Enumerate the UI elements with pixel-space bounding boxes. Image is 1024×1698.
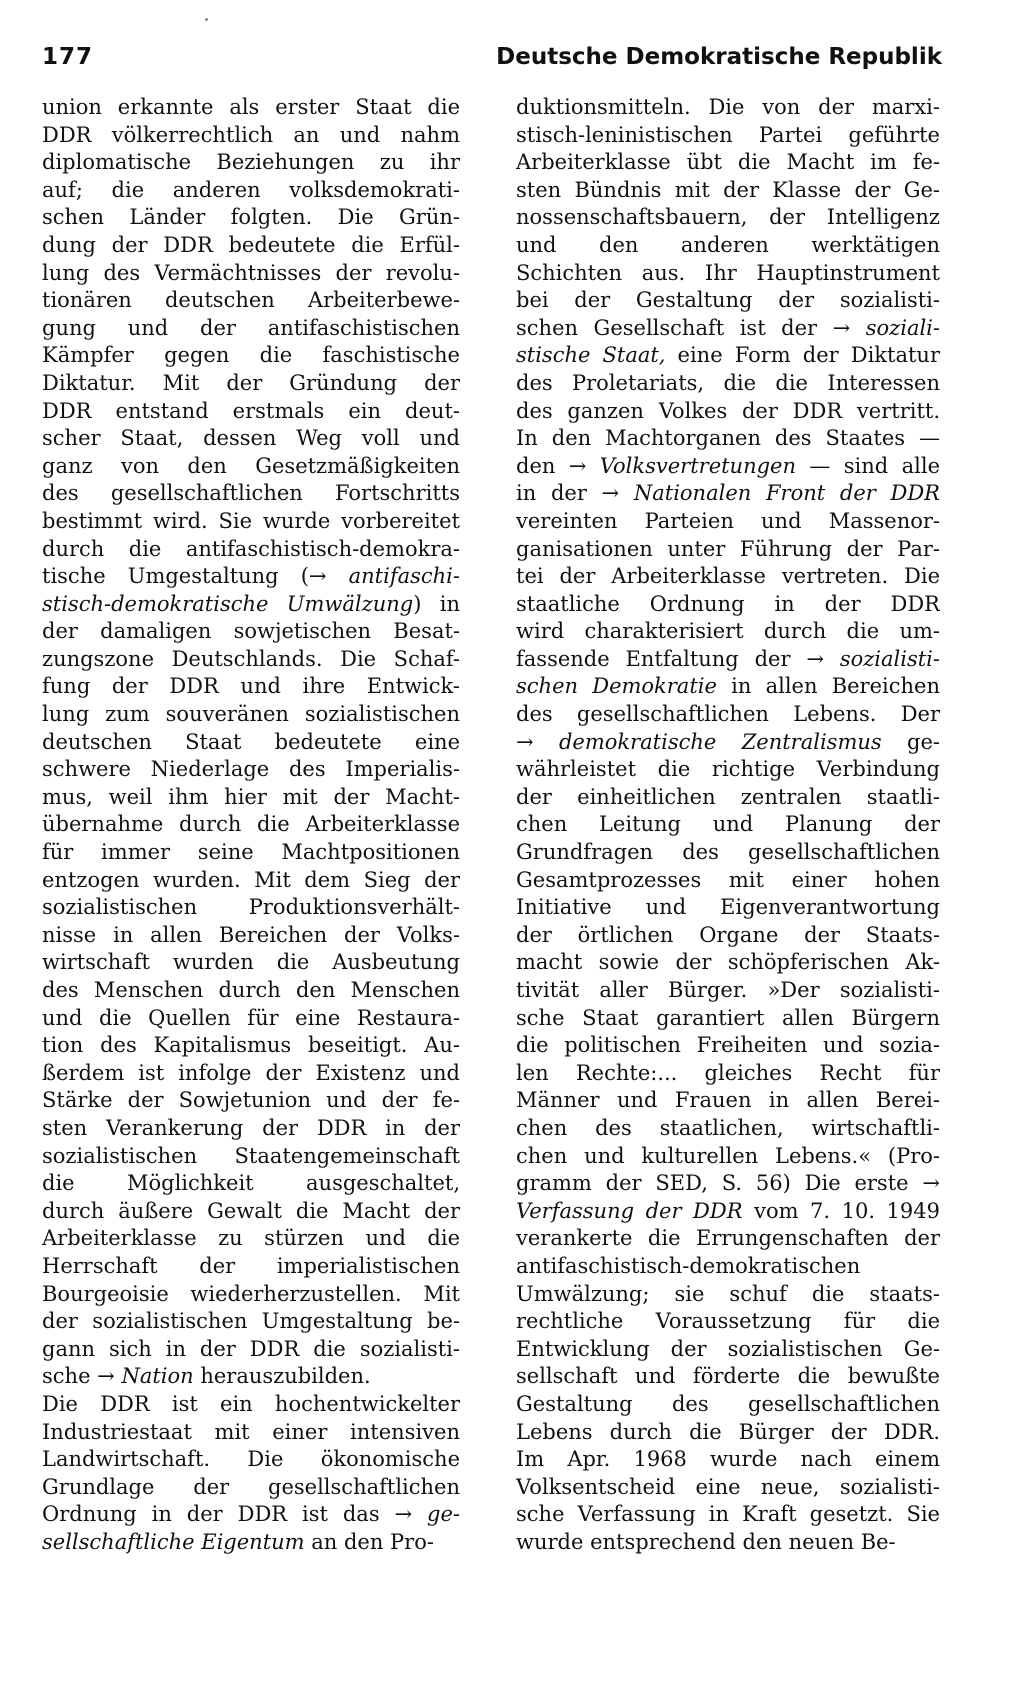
text-line: bestimmt wird. Sie wurde vorbereitet bbox=[42, 508, 460, 533]
text-line: DDR entstand erstmals ein deut- bbox=[42, 398, 460, 423]
text-line: schen Länder folgten. Die Grün- bbox=[42, 205, 460, 230]
text-line: chen und kulturellen Lebens.« (Pro- bbox=[516, 1143, 940, 1168]
text-line: wird charakterisiert durch die um- bbox=[516, 619, 940, 644]
cross-reference: Verfassung der DDR bbox=[516, 1198, 743, 1223]
text-line: ganz von den Gesetzmäßigkeiten bbox=[42, 453, 460, 478]
text-line: chen Leitung und Planung der bbox=[516, 812, 940, 837]
text-line: staatliche Ordnung in der DDR bbox=[516, 591, 940, 616]
text-line: macht sowie der schöpferischen Ak- bbox=[516, 950, 940, 975]
text-line: die politischen Freiheiten und sozia- bbox=[516, 1033, 940, 1058]
text-line: gung und der antifaschistischen bbox=[42, 315, 460, 340]
text-line: des gesellschaftlichen Fortschritts bbox=[42, 481, 460, 506]
text-line: und die Quellen für eine Restaura- bbox=[42, 1005, 460, 1030]
text-line: verankerte die Errungenschaften der bbox=[516, 1226, 940, 1251]
text-line: sche Verfassung in Kraft gesetzt. Sie bbox=[516, 1502, 940, 1527]
text-line: fung der DDR und ihre Entwick- bbox=[42, 674, 460, 699]
text-line: sche Staat garantiert allen Bürgern bbox=[516, 1005, 940, 1030]
text-line: nisse in allen Bereichen der Volks- bbox=[42, 922, 460, 947]
text-line: der einheitlichen zentralen staatli- bbox=[516, 784, 940, 809]
text-line: währleistet die richtige Verbindung bbox=[516, 757, 940, 782]
text-line: sozialistischen Staatengemeinschaft bbox=[42, 1143, 460, 1168]
text-line: Lebens durch die Bürger der DDR. bbox=[516, 1419, 940, 1444]
running-title: Deutsche Demokratische Republik bbox=[496, 44, 942, 70]
text-line: Industriestaat mit einer intensiven bbox=[42, 1419, 460, 1444]
text-line: übernahme durch die Arbeiterklasse bbox=[42, 812, 460, 837]
text-line: tivität aller Bürger. »Der sozialisti- bbox=[516, 978, 940, 1002]
print-speck bbox=[205, 18, 208, 21]
text-line: Landwirtschaft. Die ökonomische bbox=[42, 1447, 460, 1472]
text-line: In den Machtorganen des Staates — bbox=[516, 426, 940, 451]
text-line: Kämpfer gegen die faschistische bbox=[42, 343, 460, 368]
text-line: dung der DDR bedeutete die Erfül- bbox=[42, 232, 460, 257]
text-line: den → Volksvertretungen — sind alle bbox=[516, 453, 940, 478]
text-line: duktionsmitteln. Die von der marxi- bbox=[516, 95, 940, 119]
page-header bbox=[42, 44, 942, 84]
text-line: schwere Niederlage des Imperialis- bbox=[42, 757, 460, 782]
text-line: wirtschaft wurden die Ausbeutung bbox=[42, 950, 460, 975]
text-line: DDR völkerrechtlich an und nahm bbox=[42, 122, 460, 147]
text-line: → demokratische Zentralismus ge- bbox=[516, 729, 940, 754]
text-line: Umwälzung; sie schuf die staats- bbox=[516, 1281, 940, 1306]
text-line: schen Gesellschaft ist der → soziali- bbox=[516, 315, 940, 340]
cross-reference: Nation bbox=[121, 1364, 194, 1389]
text-line: sozialistischen Produktionsverhält- bbox=[42, 895, 460, 920]
text-line: ganisationen unter Führung der Par- bbox=[516, 536, 940, 561]
text-line: Gesamtprozesses mit einer hohen bbox=[516, 867, 940, 892]
cross-reference: ge- bbox=[427, 1502, 460, 1527]
text-line: sche → Nation herauszubilden. bbox=[42, 1364, 371, 1389]
cross-reference: Nationalen Front der DDR bbox=[633, 481, 940, 506]
text-line: Entwicklung der sozialistischen Ge- bbox=[516, 1336, 940, 1361]
text-line: Im Apr. 1968 wurde nach einem bbox=[516, 1447, 940, 1472]
text-line: deutschen Staat bedeutete eine bbox=[42, 729, 460, 754]
text-line: rechtliche Voraussetzung für die bbox=[516, 1309, 940, 1334]
text-line: Schichten aus. Ihr Hauptinstrument bbox=[516, 260, 940, 285]
cross-reference: sellschaftliche Eigentum bbox=[42, 1529, 305, 1554]
text-line: diplomatische Beziehungen zu ihr bbox=[42, 150, 460, 175]
left-text-column bbox=[42, 94, 460, 1556]
text-line: fassende Entfaltung der → sozialisti- bbox=[516, 646, 940, 671]
right-text-column bbox=[516, 94, 940, 1556]
text-line: wurde entsprechend den neuen Be- bbox=[516, 1529, 896, 1554]
text-line: nossenschaftsbauern, der Intelligenz bbox=[516, 205, 940, 230]
text-line: stische Staat, eine Form der Diktatur bbox=[516, 343, 940, 368]
text-line: sellschaft und förderte die bewußte bbox=[516, 1364, 940, 1389]
text-line: antifaschistisch-demokratischen bbox=[516, 1253, 861, 1278]
cross-reference: stische Staat, bbox=[516, 343, 666, 368]
text-line: lung des Vermächtnisses der revolu- bbox=[42, 260, 460, 285]
text-line: Ordnung in der DDR ist das → ge- bbox=[42, 1502, 460, 1527]
text-line: stisch-leninistischen Partei geführte bbox=[516, 122, 940, 147]
text-line: chen des staatlichen, wirtschaftli- bbox=[516, 1115, 940, 1140]
text-line: lung zum souveränen sozialistischen bbox=[42, 702, 460, 727]
text-line: der örtlichen Organe der Staats- bbox=[516, 922, 940, 947]
text-line: schen Demokratie in allen Bereichen bbox=[516, 674, 940, 699]
text-line: mus, weil ihm hier mit der Macht- bbox=[42, 784, 460, 809]
cross-reference: stisch-demokratische Umwälzung bbox=[42, 591, 414, 616]
text-line: Diktatur. Mit der Gründung der bbox=[42, 370, 460, 395]
cross-reference: soziali- bbox=[865, 315, 940, 340]
text-line: tei der Arbeiterklasse vertreten. Die bbox=[516, 564, 940, 589]
text-line: sten Verankerung der DDR in der bbox=[42, 1115, 460, 1140]
text-line: bei der Gestaltung der sozialisti- bbox=[516, 288, 940, 313]
text-line: tion des Kapitalismus beseitigt. Au- bbox=[42, 1033, 460, 1058]
text-line: Verfassung der DDR vom 7. 10. 1949 bbox=[516, 1198, 940, 1223]
text-line: Arbeiterklasse übt die Macht im fe- bbox=[516, 150, 940, 175]
text-line: gann sich in der DDR die sozialisti- bbox=[42, 1336, 460, 1361]
text-line: tionären deutschen Arbeiterbewe- bbox=[42, 288, 460, 313]
text-line: ßerdem ist infolge der Existenz und bbox=[42, 1060, 460, 1085]
text-line: durch die antifaschistisch-demokra- bbox=[42, 536, 460, 561]
text-line: tische Umgestaltung (→ antifaschi- bbox=[42, 564, 460, 589]
text-line: scher Staat, dessen Weg voll und bbox=[42, 426, 460, 451]
text-line: für immer seine Machtpositionen bbox=[42, 840, 460, 865]
text-line: len Rechte:... gleiches Recht für bbox=[516, 1060, 940, 1085]
text-line: in der → Nationalen Front der DDR bbox=[516, 481, 940, 506]
cross-reference: Volksvertretungen bbox=[599, 453, 796, 478]
cross-reference: schen Demokratie bbox=[516, 674, 717, 699]
text-line: und den anderen werktätigen bbox=[516, 232, 940, 257]
page-number: 177 bbox=[42, 44, 94, 70]
text-line: Volksentscheid eine neue, sozialisti- bbox=[516, 1474, 940, 1499]
text-line: entzogen wurden. Mit dem Sieg der bbox=[42, 867, 460, 892]
text-line: Grundlage der gesellschaftlichen bbox=[42, 1474, 460, 1499]
cross-reference: sozialisti- bbox=[839, 646, 940, 671]
text-line: die Möglichkeit ausgeschaltet, bbox=[42, 1171, 460, 1196]
cross-reference: antifaschi- bbox=[348, 564, 460, 589]
text-line: gramm der SED, S. 56) Die erste → bbox=[516, 1171, 940, 1196]
text-line: des Menschen durch den Menschen bbox=[42, 978, 460, 1002]
text-line: des Proletariats, die die Interessen bbox=[516, 370, 940, 395]
text-line: sten Bündnis mit der Klasse der Ge- bbox=[516, 177, 940, 202]
text-line: durch äußere Gewalt die Macht der bbox=[42, 1198, 460, 1223]
text-line: des ganzen Volkes der DDR vertritt. bbox=[516, 398, 940, 423]
text-line: Gestaltung des gesellschaftlichen bbox=[516, 1391, 940, 1416]
text-line: Grundfragen des gesellschaftlichen bbox=[516, 840, 940, 865]
text-line: auf; die anderen volksdemokrati- bbox=[42, 177, 460, 202]
cross-reference: demokratische Zentralismus bbox=[558, 729, 882, 754]
text-line: Initiative und Eigenverantwortung bbox=[516, 895, 940, 920]
text-line: Bourgeoisie wiederherzustellen. Mit bbox=[42, 1281, 460, 1306]
text-line: Männer und Frauen in allen Berei- bbox=[516, 1088, 940, 1113]
text-line: Herrschaft der imperialistischen bbox=[42, 1253, 460, 1278]
text-line: sellschaftliche Eigentum an den Pro- bbox=[42, 1529, 434, 1554]
text-line: stisch-demokratische Umwälzung) in bbox=[42, 591, 460, 616]
text-line: Arbeiterklasse zu stürzen und die bbox=[42, 1226, 460, 1251]
text-line: Stärke der Sowjetunion und der fe- bbox=[42, 1088, 460, 1113]
text-line: vereinten Parteien und Massenor- bbox=[516, 508, 940, 533]
text-line: der sozialistischen Umgestaltung be- bbox=[42, 1309, 460, 1334]
text-line: Die DDR ist ein hochentwickelter bbox=[42, 1391, 460, 1416]
text-line: union erkannte als erster Staat die bbox=[42, 95, 460, 119]
text-line: der damaligen sowjetischen Besat- bbox=[42, 619, 460, 644]
text-line: zungszone Deutschlands. Die Schaf- bbox=[42, 646, 460, 671]
text-line: des gesellschaftlichen Lebens. Der bbox=[516, 702, 940, 727]
